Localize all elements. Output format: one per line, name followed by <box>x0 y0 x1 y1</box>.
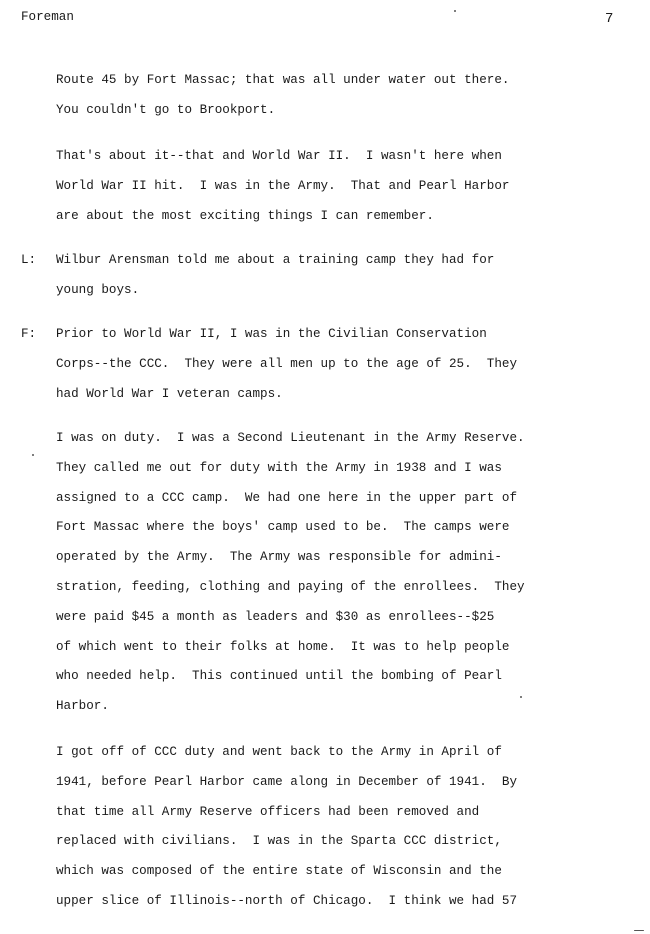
transcript-line: operated by the Army. The Army was responsible for admini- <box>56 550 502 565</box>
speaker-label: F: <box>21 327 37 341</box>
transcript-line: stration, feeding, clothing and paying of the enrollees. They <box>56 580 525 594</box>
transcript-line: Route 45 by Fort Massac; that was all under water out there. <box>56 73 510 87</box>
transcript-line: young boys. <box>56 282 140 297</box>
transcript-line: who needed help. This continued until the bombing of Pearl <box>56 669 502 684</box>
transcript-line: I was on duty. I was a Second Lieutenant in the Army Reserve. <box>56 431 525 445</box>
transcript-line: were paid $45 a month as leaders and $30 as enrollees--$25 <box>56 609 495 624</box>
transcript-line: of which went to their folks at home. It was to help people <box>56 639 510 654</box>
scan-speck <box>32 454 34 456</box>
transcript-line: They called me out for duty with the Army in 1938 and I was <box>56 460 502 475</box>
transcript-line: that time all Army Reserve officers had been removed and <box>56 804 480 819</box>
speaker-label: L: <box>21 253 37 267</box>
transcript-line: which was composed of the entire state of Wisconsin and the <box>56 864 502 879</box>
transcript-line: had World War I veteran camps. <box>56 386 283 401</box>
transcript-line: are about the most exciting things I can remember. <box>56 208 434 223</box>
scan-speck <box>520 696 522 698</box>
transcript-line: 1941, before Pearl Harbor came along in December of 1941. By <box>56 774 518 789</box>
transcript-line: replaced with civilians. I was in the Sparta CCC district, <box>56 834 502 849</box>
transcript-line: World War II hit. I was in the Army. That and Pearl Harbor <box>56 178 510 193</box>
transcript-line: upper slice of Illinois--north of Chicago. I think we had 57 <box>56 894 518 908</box>
transcript-line: Harbor. <box>56 699 109 714</box>
transcript-line: I got off of CCC duty and went back to the Army in April of <box>56 745 502 759</box>
transcript-line: Corps--the CCC. They were all men up to the age of 25. They <box>56 356 518 371</box>
page-header-name: Foreman <box>21 10 74 24</box>
transcript-line: Fort Massac where the boys' camp used to be. The camps were <box>56 520 510 535</box>
scan-speck <box>454 10 456 12</box>
transcript-line: You couldn't go to Brookport. <box>56 102 276 117</box>
transcript-line: Wilbur Arensman told me about a training camp they had for <box>56 253 495 267</box>
transcript-line: assigned to a CCC camp. We had one here in the upper part of <box>56 490 518 505</box>
transcript-line: That's about it--that and World War II. I wasn't here when <box>56 149 502 163</box>
scan-speck <box>634 930 644 931</box>
transcript-line: Prior to World War II, I was in the Civilian Conservation <box>56 327 487 341</box>
page-number: 7 <box>605 11 614 27</box>
